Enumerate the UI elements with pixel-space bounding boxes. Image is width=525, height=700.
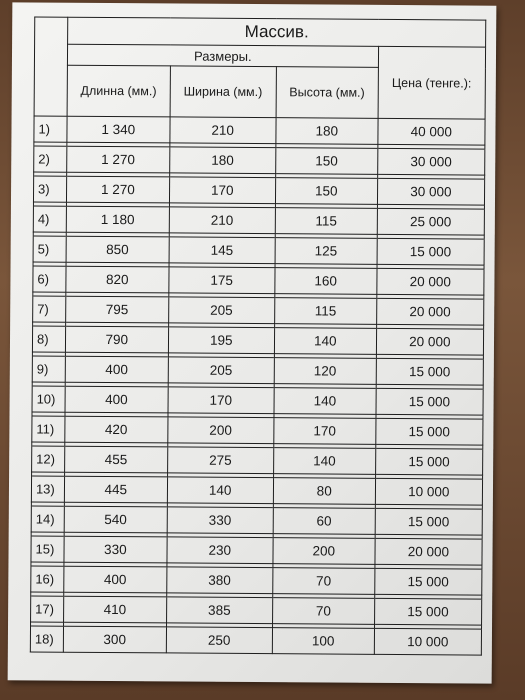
price-cell: 10 000 [374,628,481,655]
width-cell: 230 [167,537,273,564]
corner-cell [34,17,68,116]
table-row [32,326,483,355]
width-cell: 275 [167,447,273,474]
width-cell: 200 [167,417,273,444]
price-cell: 30 000 [377,178,484,205]
price-cell: 20 000 [376,328,483,355]
table-row [33,266,484,295]
height-cell: 150 [276,148,378,175]
table-row [31,536,482,565]
price-cell: 20 000 [376,298,483,325]
row-number: 2) [34,146,67,172]
height-cell: 115 [274,298,376,325]
price-cell: 15 000 [376,388,483,415]
length-cell: 1 340 [67,116,170,143]
table-row [32,446,483,475]
width-cell: 180 [169,147,275,174]
price-cell: 25 000 [377,208,484,235]
price-table [30,16,486,655]
row-number: 12) [32,446,65,472]
height-cell: 100 [272,628,374,655]
length-cell: 330 [64,536,167,563]
row-number: 10) [32,386,65,412]
row-number: 7) [33,296,66,322]
height-cell: 150 [275,178,377,205]
row-number: 6) [33,266,66,292]
length-cell: 455 [65,446,168,473]
row-number: 4) [33,206,66,232]
width-cell: 330 [167,507,273,534]
length-cell: 300 [63,626,166,653]
width-cell: 210 [169,207,275,234]
height-cell: 80 [273,478,375,505]
height-cell: 180 [276,118,378,145]
width-cell: 205 [168,297,274,324]
table-row [31,596,482,625]
width-cell: 170 [168,387,274,414]
length-cell: 850 [66,236,169,263]
row-number: 11) [32,416,65,442]
length-cell: 1 180 [66,206,169,233]
table-title: Массив. [68,17,486,47]
row-number: 16) [31,566,64,592]
table-row [31,476,482,505]
price-cell: 20 000 [377,268,484,295]
row-number: 14) [31,506,64,532]
length-cell: 445 [64,476,167,503]
table-row [33,236,484,265]
price-cell: 10 000 [375,478,482,505]
height-cell: 140 [274,388,376,415]
row-number: 15) [31,536,64,562]
row-number: 5) [33,236,66,262]
height-cell: 140 [273,448,375,475]
width-cell: 170 [169,177,275,204]
price-header: Цена (тенге.): [378,46,486,119]
price-cell: 30 000 [377,148,484,175]
width-cell: 210 [170,117,276,144]
row-number: 9) [32,356,65,382]
length-cell: 820 [66,266,169,293]
length-cell: 400 [65,356,168,383]
width-cell: 385 [166,597,272,624]
row-number: 8) [32,326,65,352]
table-row [32,416,483,445]
row-number: 13) [31,476,64,502]
height-cell: 120 [274,358,376,385]
price-cell: 15 000 [375,418,482,445]
height-cell: 200 [273,538,375,565]
height-cell: 170 [274,418,376,445]
table-row [32,356,483,385]
price-cell: 15 000 [374,598,481,625]
height-cell: 115 [275,208,377,235]
sizes-header: Размеры. [67,44,378,67]
table-body [30,116,485,655]
table-row [33,176,484,205]
length-cell: 400 [65,386,168,413]
height-cell: 160 [275,268,377,295]
price-cell: 40 000 [378,118,485,145]
price-cell: 20 000 [375,538,482,565]
table-row [31,506,482,535]
price-cell: 15 000 [377,238,484,265]
length-cell: 1 270 [67,146,170,173]
height-cell: 70 [272,598,374,625]
width-cell: 205 [168,357,274,384]
row-number: 17) [31,596,64,622]
length-cell: 795 [66,296,169,323]
table-row [34,116,485,145]
length-cell: 410 [64,596,167,623]
row-number: 3) [33,176,66,202]
row-number: 1) [34,116,67,142]
width-cell: 145 [169,237,275,264]
length-cell: 540 [64,506,167,533]
price-cell: 15 000 [375,448,482,475]
table-row [30,626,481,655]
height-cell: 60 [273,508,375,535]
length-cell: 400 [64,566,167,593]
width-header: Ширина (мм.) [170,66,277,118]
length-cell: 420 [65,416,168,443]
length-cell: 790 [65,326,168,353]
width-cell: 380 [166,567,272,594]
table-row [33,296,484,325]
height-cell: 125 [275,238,377,265]
table-row [31,566,482,595]
width-cell: 175 [168,267,274,294]
width-cell: 140 [167,477,273,504]
price-cell: 15 000 [374,568,481,595]
row-number: 18) [30,626,63,652]
table-row [34,146,485,175]
width-cell: 250 [166,627,272,654]
height-cell: 70 [273,568,375,595]
table-row [32,386,483,415]
width-cell: 195 [168,327,274,354]
printed-sheet [8,2,497,683]
price-cell: 15 000 [375,508,482,535]
price-cell: 15 000 [376,358,483,385]
table-row [33,206,484,235]
height-cell: 140 [274,328,376,355]
length-cell: 1 270 [66,176,169,203]
length-header: Длинна (мм.) [67,65,170,117]
height-header: Высота (мм.) [276,67,378,119]
